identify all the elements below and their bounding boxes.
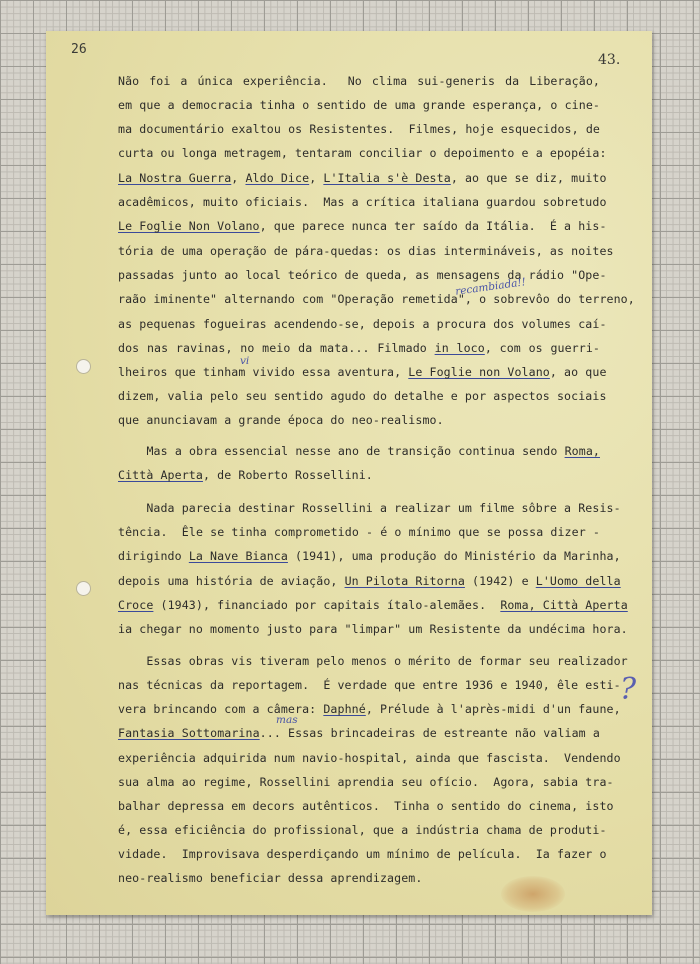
- punch-hole-top: [76, 359, 91, 374]
- text-span: depois uma história de aviação,: [118, 574, 345, 588]
- underlined-title: Le Foglie Non Volano: [118, 219, 260, 233]
- text-span: que anunciavam a grande época do neo-realismo.: [118, 413, 444, 427]
- text-line: [118, 775, 614, 789]
- text-span: , que parece nunca ter saído da Itália. É a his-: [259, 219, 607, 233]
- text-line: [118, 751, 621, 765]
- text-line: [118, 574, 621, 588]
- text-span: tória de uma operação de pára-quedas: os dias intermináveis, as noites: [118, 244, 614, 258]
- text-line: [118, 244, 614, 258]
- text-line: [118, 444, 600, 458]
- text-span: , com os guerri-: [484, 341, 600, 355]
- underlined-title: Aldo Dice: [245, 171, 310, 185]
- text-span: é, essa eficiência do profissional, que a indústria chama de produti-: [118, 823, 607, 837]
- text-span: experiência adquirida num navio-hospital, ainda que fascista. Vendendo: [118, 751, 621, 765]
- text-span: , de Roberto Rossellini.: [202, 468, 373, 482]
- text-line: [118, 823, 607, 837]
- text-span: ,: [231, 171, 246, 185]
- handwritten-note-recambiada: recambiada!!: [454, 276, 527, 298]
- text-span: , Prélude à l'après-midi d'un faune,: [365, 702, 621, 716]
- text-span: vera brincando com a câmera:: [118, 702, 324, 716]
- handwritten-question-mark: ?: [620, 672, 637, 707]
- rust-stain: [501, 876, 565, 912]
- text-span: tência. Êle se tinha comprometido - é o mínimo que se possa dizer -: [118, 525, 600, 539]
- text-span: curta ou longa metragem, tentaram conciliar o depoimento e a epopéia:: [118, 146, 607, 160]
- text-line: [118, 413, 444, 427]
- text-line: [118, 468, 373, 482]
- text-span: lheiros que tinham vivido essa aventura,: [118, 365, 409, 379]
- text-span: sua alma ao regime, Rossellini aprendia seu ofício. Agora, sabia tra-: [118, 775, 614, 789]
- punch-hole-bottom: [76, 581, 91, 596]
- text-line: [118, 341, 600, 355]
- text-span: as pequenas fogueiras acendendo-se, depois a procura dos volumes caí-: [118, 317, 607, 331]
- underlined-title: L'Italia s'è Desta: [323, 171, 451, 185]
- text-line: [118, 678, 621, 692]
- text-span: Mas a obra essencial nesse ano de transição continua sendo: [118, 444, 565, 458]
- text-line: [118, 549, 621, 563]
- text-span: ia chegar no momento justo para "limpar" um Resistente da undécima hora.: [118, 622, 628, 636]
- text-line: [118, 654, 628, 668]
- text-span: , ao que se diz, muito: [450, 171, 607, 185]
- text-line: [118, 702, 621, 716]
- text-span: nas técnicas da reportagem. É verdade que entre 1936 e 1940, êle esti-: [118, 678, 621, 692]
- underlined-title: L'Uomo della: [535, 574, 621, 588]
- text-span: neo-realismo beneficiar dessa aprendizagem.: [118, 871, 423, 885]
- text-line: [118, 317, 607, 331]
- underlined-title: La Nave Bianca: [188, 549, 288, 563]
- text-line: [118, 219, 607, 233]
- text-span: (1942) e: [464, 574, 536, 588]
- page-number-right: 43.: [598, 52, 621, 68]
- handwritten-note-vi: vi: [240, 355, 250, 367]
- text-line: [118, 501, 621, 515]
- text-line: [118, 171, 607, 185]
- underlined-title: Daphné: [323, 702, 366, 716]
- text-line: [118, 74, 600, 88]
- underlined-title: La Nostra Guerra: [118, 171, 232, 185]
- text-span: ,: [309, 171, 324, 185]
- text-line: [118, 799, 614, 813]
- text-line: [118, 871, 422, 885]
- text-span: (1943), financiado por capitais ítalo-alemães.: [153, 598, 501, 612]
- text-line: [118, 195, 607, 209]
- text-span: ma documentário exaltou os Resistentes. Filmes, hoje esquecidos, de: [118, 122, 600, 136]
- text-span: em que a democracia tinha o sentido de uma grande esperança, o cine-: [118, 98, 600, 112]
- text-line: [118, 122, 600, 136]
- text-span: passadas junto ao local teórico de queda, as mensagens da rádio "Ope-: [118, 268, 607, 282]
- handwritten-note-mas: mas: [276, 714, 298, 726]
- text-span: dizem, valia pelo seu sentido agudo do detalhe e por aspectos sociais: [118, 389, 607, 403]
- text-line: [118, 847, 607, 861]
- text-line: [118, 525, 600, 539]
- text-line: [118, 292, 635, 306]
- text-line: [118, 622, 628, 636]
- underlined-title: in loco: [434, 341, 485, 355]
- text-span: balhar depressa em decors autênticos. Tinha o sentido do cinema, isto: [118, 799, 614, 813]
- underlined-title: Roma, Città Aperta: [500, 598, 628, 612]
- text-span: dos nas ravinas, no meio da mata... Filmado: [118, 341, 435, 355]
- text-span: , ao que: [549, 365, 607, 379]
- underlined-title: Croce: [118, 598, 154, 612]
- text-span: acadêmicos, muito oficiais. Mas a crítica italiana guardou sobretudo: [118, 195, 607, 209]
- text-line: [118, 726, 600, 740]
- page-number-left: 26: [71, 42, 87, 57]
- text-line: [118, 598, 628, 612]
- underlined-title: Un Pilota Ritorna: [344, 574, 465, 588]
- text-span: vidade. Improvisava desperdiçando um mínimo de película. Ia fazer o: [118, 847, 607, 861]
- text-span: (1941), uma produção do Ministério da Marinha,: [287, 549, 621, 563]
- text-span: Não foi a única experiência. No clima sui-generis da Liberação,: [118, 74, 600, 88]
- text-line: [118, 268, 607, 282]
- underlined-title: Roma,: [564, 444, 600, 458]
- text-span: ... Essas brincadeiras de estreante não valiam a: [259, 726, 600, 740]
- text-span: dirigindo: [118, 549, 189, 563]
- text-line: [118, 365, 607, 379]
- text-span: Nada parecia destinar Rossellini a realizar um filme sôbre a Resis-: [118, 501, 621, 515]
- underlined-title: Fantasia Sottomarina: [118, 726, 260, 740]
- text-line: [118, 389, 607, 403]
- underlined-title: Le Foglie non Volano: [408, 365, 550, 379]
- text-line: [118, 98, 600, 112]
- text-span: raão iminente" alternando com "Operação remetida", o sobrevôo do terreno,: [118, 292, 635, 306]
- text-span: Essas obras vis tiveram pelo menos o mérito de formar seu realizador: [118, 654, 628, 668]
- underlined-title: Città Aperta: [118, 468, 203, 482]
- text-line: [118, 146, 607, 160]
